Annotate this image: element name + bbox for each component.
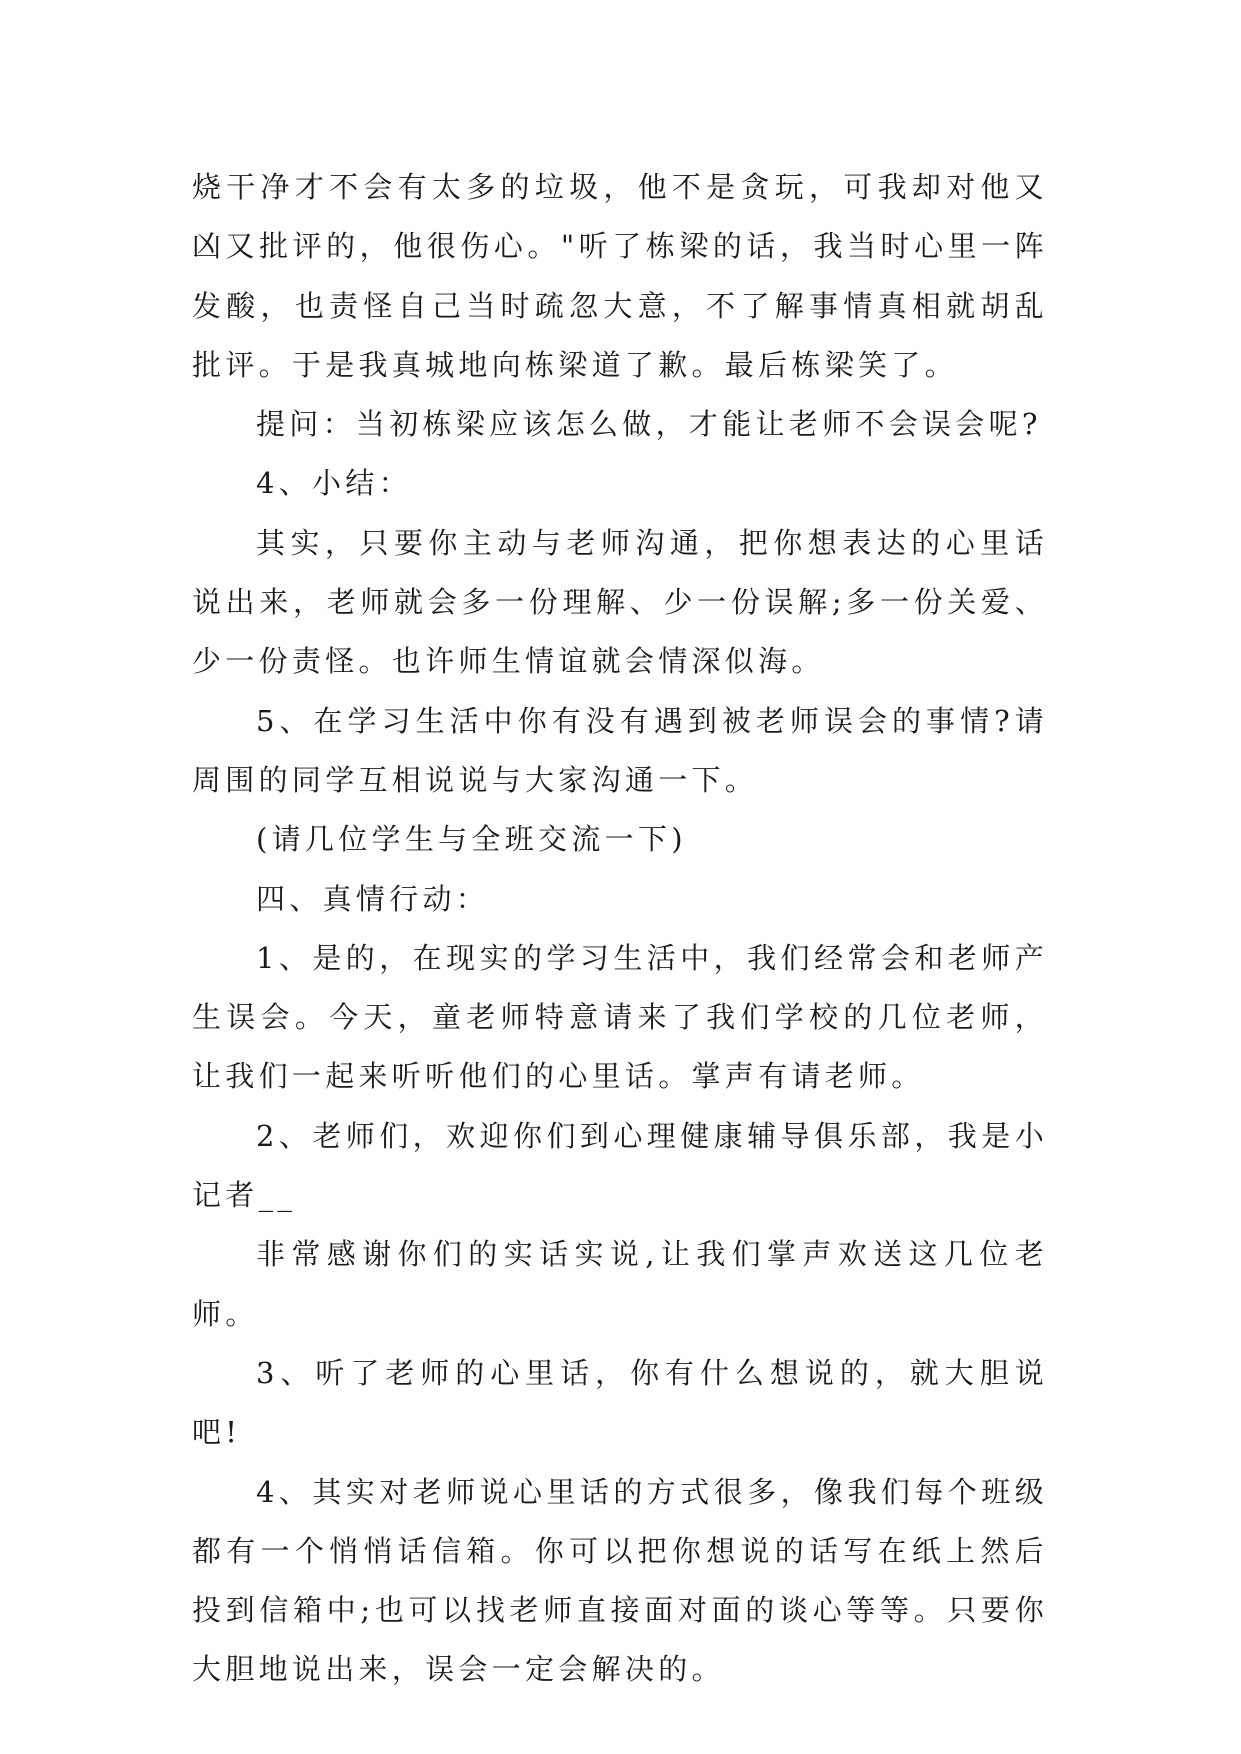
document-body: [192, 158, 1048, 1700]
paragraph: 5、在学习生活中你有没有遇到被老师误会的事情?请周围的同学互相说说与大家沟通一下。: [192, 703, 1048, 797]
paragraph: 4、其实对老师说心里话的方式很多，像我们每个班级都有一个悄悄话信箱。你可以把你想说的话写在纸上然后投到信箱中;也可以找老师直接面对面的谈心等等。只要你大胆地说出来，误会一定会解决的。: [192, 1474, 1048, 1687]
paragraph: 提问：当初栋梁应该怎么做，才能让老师不会误会呢?: [256, 407, 1042, 442]
paragraph: 非常感谢你们的实话实说,让我们掌声欢送这几位老师。: [192, 1237, 1048, 1331]
paragraph: 2、老师们，欢迎你们到心理健康辅导俱乐部，我是小记者__: [192, 1118, 1048, 1213]
paragraph: 4、小结：: [256, 466, 412, 501]
paragraph: 烧干净才不会有太多的垃圾，他不是贪玩，可我却对他又凶又批评的，他很伤心。"听了栋梁的话，我当时心里一阵发酸，也责怪自己当时疏忽大意，不了解事情真相就胡乱批评。于是我真城地向栋梁道了歉。最后栋梁笑了。: [192, 170, 1048, 382]
paragraph: 3、听了老师的心里话，你有什么想说的，就大胆说吧!: [192, 1355, 1048, 1450]
paragraph: 其实，只要你主动与老师沟通，把你想表达的心里话说出来，老师就会多一份理解、少一份误解;多一份关爱、少一份责怪。也许师生情谊就会情深似海。: [192, 525, 1048, 679]
paragraph: 1、是的，在现实的学习生活中，我们经常会和老师产生误会。今天，童老师特意请来了我们学校的几位老师，让我们一起来听听他们的心里话。掌声有请老师。: [192, 940, 1048, 1094]
paragraph: 四、真情行动：: [256, 881, 490, 916]
paragraph: (请几位学生与全班交流一下): [256, 822, 687, 857]
